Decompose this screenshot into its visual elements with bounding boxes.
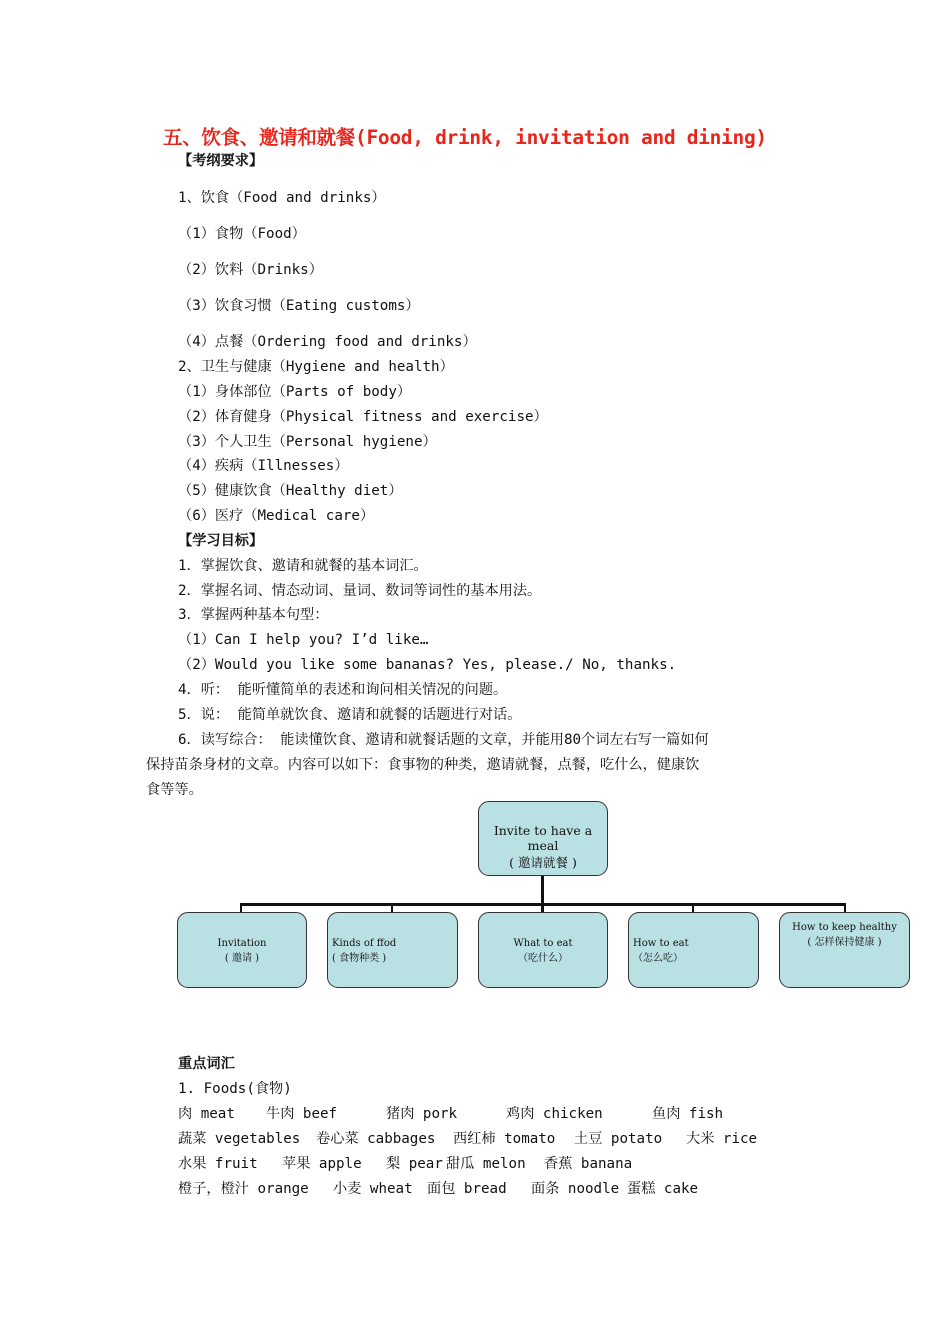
- list-item: （5）健康饮食（Healthy diet）: [178, 483, 403, 499]
- list-item: 4．听： 能听懂简单的表述和询问相关情况的问题。: [178, 682, 508, 698]
- list-item: 2、卫生与健康（Hygiene and health）: [178, 359, 454, 375]
- vocab-item: 甜瓜 melon: [446, 1156, 526, 1172]
- node-en-label: Invite to have a meal: [493, 823, 593, 853]
- list-item: （2）饮料（Drinks）: [178, 262, 323, 278]
- vocab-item: 鸡肉 chicken: [506, 1106, 603, 1122]
- vocab-item: 苹果 apple: [282, 1156, 362, 1172]
- vocab-item: 蛋糕 cake: [627, 1181, 699, 1197]
- connector-line: [541, 876, 544, 905]
- list-item: 保持苗条身材的文章。内容可以如下：食事物的种类，邀请就餐，点餐，吃什么，健康饮: [146, 757, 700, 773]
- vocab-row: [178, 1180, 698, 1198]
- diagram-child-node: [628, 912, 759, 988]
- list-item: （1）Can I help you? I’d like…: [178, 632, 429, 648]
- vocab-item: 水果 fruit: [178, 1156, 258, 1172]
- node-en-label: Kinds of ffod: [332, 938, 397, 949]
- node-en-label: How to keep healthy: [792, 922, 897, 933]
- vocab-item: 猪肉 pork: [386, 1106, 458, 1122]
- list-item: （4）点餐（Ordering food and drinks）: [178, 334, 477, 350]
- vocab-subheading: 1. Foods(食物): [178, 1081, 292, 1097]
- section-heading-objectives: 【学习目标】: [178, 533, 264, 549]
- node-en-label: How to eat: [633, 938, 689, 949]
- diagram-child-node: [478, 912, 608, 988]
- vocab-item: 面包 bread: [427, 1181, 507, 1197]
- vocab-item: 橙子，橙汁 orange: [178, 1181, 309, 1197]
- vocab-row: [178, 1105, 723, 1123]
- list-item: 3．掌握两种基本句型：: [178, 607, 329, 623]
- node-cn-label: ( 怎样保持健康 ): [807, 937, 882, 948]
- vocab-item: 牛肉 beef: [266, 1106, 338, 1122]
- list-item: 6．读写综合： 能读懂饮食、邀请和就餐话题的文章，并能用80个词左右写一篇如何: [178, 732, 709, 748]
- section-heading-syllabus: 【考纲要求】: [178, 153, 264, 169]
- list-item: （3）饮食习惯（Eating customs）: [178, 298, 420, 314]
- node-cn-label: ( 邀请就餐 ): [509, 855, 577, 870]
- list-item: （2）Would you like some bananas? Yes, please./ No, thanks.: [178, 657, 677, 673]
- vocab-item: 梨 pear: [386, 1156, 443, 1172]
- vocab-item: 鱼肉 fish: [652, 1106, 724, 1122]
- list-item: 1、饮食（Food and drinks）: [178, 190, 386, 206]
- list-item: （1）身体部位（Parts of body）: [178, 384, 412, 400]
- list-item: 5．说： 能简单就饮食、邀请和就餐的话题进行对话。: [178, 707, 522, 723]
- vocab-item: 大米 rice: [686, 1131, 758, 1147]
- list-item: （3）个人卫生（Personal hygiene）: [178, 434, 437, 450]
- vocab-row: [178, 1130, 757, 1148]
- node-cn-label: （吃什么）: [518, 953, 568, 964]
- node-cn-label: ( 邀请 ): [224, 953, 260, 964]
- diagram-child-node: [177, 912, 307, 988]
- list-item: （1）食物（Food）: [178, 226, 306, 242]
- vocab-item: 土豆 potato: [574, 1131, 663, 1147]
- vocab-item: 面条 noodle: [531, 1181, 620, 1197]
- vocab-item: 卷心菜 cabbages: [316, 1131, 436, 1147]
- list-item: （4）疾病（Illnesses）: [178, 458, 349, 474]
- vocab-item: 西红柿 tomato: [453, 1131, 556, 1147]
- page-title: 五、饮食、邀请和就餐(Food, drink, invitation and dining): [163, 126, 767, 149]
- vocab-heading: 重点词汇: [178, 1056, 235, 1072]
- list-item: （6）医疗（Medical care）: [178, 508, 375, 524]
- node-en-label: What to eat: [513, 938, 573, 949]
- list-item: 1．掌握饮食、邀请和就餐的基本词汇。: [178, 558, 428, 574]
- diagram-child-node: [327, 912, 458, 988]
- diagram-child-node: [779, 912, 910, 988]
- node-cn-label: （怎么吃）: [633, 953, 683, 964]
- vocab-item: 香蕉 banana: [544, 1156, 633, 1172]
- vocab-row: [178, 1155, 632, 1173]
- vocab-item: 肉 meat: [178, 1106, 235, 1122]
- list-item: 食等等。: [146, 782, 203, 798]
- list-item: （2）体育健身（Physical fitness and exercise）: [178, 409, 548, 425]
- node-cn-label: ( 食物种类 ): [332, 953, 387, 964]
- diagram-root-node: [478, 801, 608, 876]
- vocab-item: 蔬菜 vegetables: [178, 1131, 301, 1147]
- list-item: 2．掌握名词、情态动词、量词、数词等词性的基本用法。: [178, 583, 542, 599]
- vocab-item: 小麦 wheat: [333, 1181, 413, 1197]
- node-en-label: Invitation: [217, 938, 267, 949]
